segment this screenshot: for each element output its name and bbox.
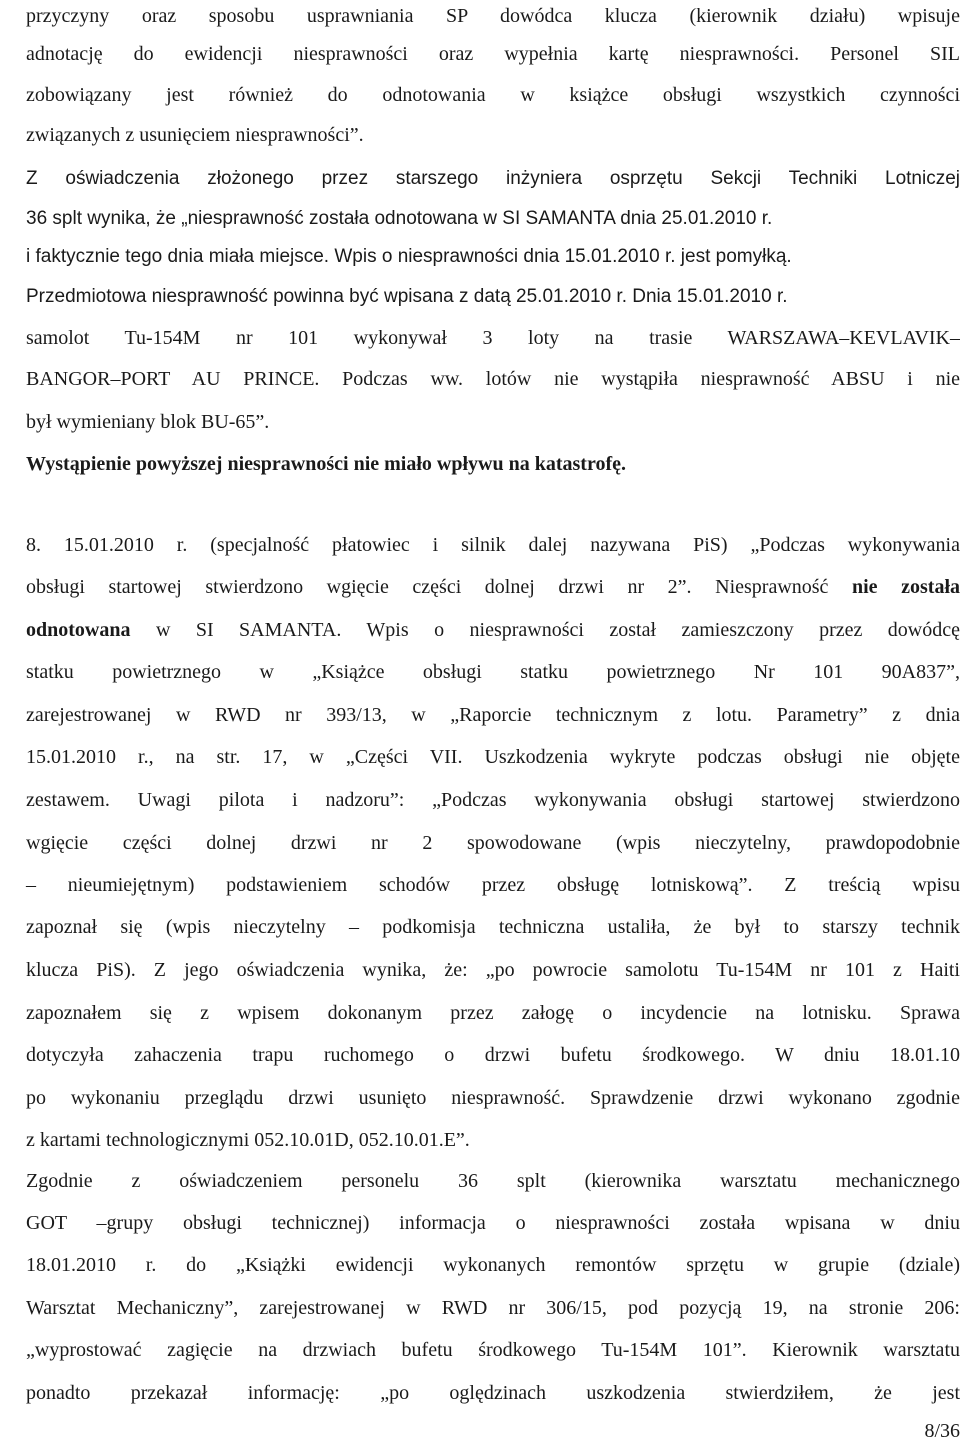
- text-line: przyczyny oraz sposobu usprawniania SP dowódca klucza (kierownik działu) wpisuje: [26, 5, 960, 27]
- text-line: zapoznał się (wpis nieczytelny – podkomisja techniczna ustaliła, że był to starszy technik: [26, 916, 960, 938]
- text-line: samolot Tu-154M nr 101 wykonywał 3 loty na trasie WARSZAWA–KEVLAVIK–: [26, 327, 960, 349]
- text-line: zarejestrowanej w RWD nr 393/13, w „Raporcie technicznym z lotu. Parametry” z dnia: [26, 704, 960, 726]
- text-line: Warsztat Mechaniczny”, zarejestrowanej w RWD nr 306/15, pod pozycją 19, na stronie 206:: [26, 1297, 960, 1319]
- text-line: klucza PiS). Z jego oświadczenia wynika, że: „po powrocie samolotu Tu-154M nr 101 z Haiti: [26, 959, 960, 981]
- text-line: i faktycznie tego dnia miała miejsce. Wpis o niesprawności dnia 15.01.2010 r. jest pomyłką.: [26, 246, 792, 267]
- text-line: zapoznałem się z wpisem dokonanym przez załogę o incydencie na lotnisku. Sprawa: [26, 1002, 960, 1024]
- text-line: był wymieniany blok BU-65”.: [26, 411, 270, 433]
- text-line: adnotację do ewidencji niesprawności oraz wypełnia kartę niesprawności. Personel SIL: [26, 43, 960, 65]
- text-line: [26, 574, 960, 600]
- text-line: „wyprostować zagięcie na drzwiach bufetu środkowego Tu-154M 101”. Kierownik warsztatu: [26, 1339, 960, 1361]
- text-line: Przedmiotowa niesprawność powinna być wpisana z datą 25.01.2010 r. Dnia 15.01.2010 r.: [26, 286, 788, 307]
- page-number: 8/36: [924, 1420, 960, 1442]
- text-span: w SI SAMANTA. Wpis o niesprawności został zamieszczony przez dowódcę: [155, 619, 960, 641]
- text-line: związanych z usunięciem niesprawności”.: [26, 124, 364, 146]
- bold-span: odnotowana: [26, 619, 131, 641]
- text-line: dotyczyła zahaczenia trapu ruchomego o drzwi bufetu środkowego. W dniu 18.01.10: [26, 1044, 960, 1066]
- text-line: 8. 15.01.2010 r. (specjalność płatowiec i silnik dalej nazywana PiS) „Podczas wykonywania: [26, 534, 960, 556]
- text-line: po wykonaniu przeglądu drzwi usunięto niesprawność. Sprawdzenie drzwi wykonano zgodnie: [26, 1087, 960, 1109]
- text-line: BANGOR–PORT AU PRINCE. Podczas ww. lotów nie wystąpiła niesprawność ABSU i nie: [26, 368, 960, 390]
- text-line: Zgodnie z oświadczeniem personelu 36 splt (kierownika warsztatu mechanicznego: [26, 1170, 960, 1192]
- text-line: zobowiązany jest również do odnotowania w książce obsługi wszystkich czynności: [26, 84, 960, 106]
- text-line: 15.01.2010 r., na str. 17, w „Części VII. Uszkodzenia wykryte podczas obsługi nie objęte: [26, 746, 960, 768]
- text-line: GOT –grupy obsługi technicznej) informacja o niesprawności została wpisana w dniu: [26, 1212, 960, 1234]
- text-line: – nieumiejętnym) podstawieniem schodów przez obsługę lotniskową”. Z treścią wpisu: [26, 874, 960, 896]
- text-line: zestawem. Uwagi pilota i nadzoru”: „Podczas wykonywania obsługi startowej stwierdzono: [26, 789, 960, 811]
- text-line: wgięcie części dolnej drzwi nr 2 spowodowane (wpis nieczytelny, prawdopodobnie: [26, 832, 960, 854]
- text-line: 18.01.2010 r. do „Książki ewidencji wykonanych remontów sprzętu w grupie (dziale): [26, 1254, 960, 1276]
- text-line: Z oświadczenia złożonego przez starszego inżyniera osprzętu Sekcji Techniki Lotniczej: [26, 168, 960, 189]
- text-line: statku powietrznego w „Książce obsługi statku powietrznego Nr 101 90A837”,: [26, 661, 960, 683]
- text-span: obsługi startowej stwierdzono wgięcie części dolnej drzwi nr 2”. Niesprawność: [26, 576, 829, 598]
- text-line: ponadto przekazał informację: „po oględzinach uszkodzenia stwierdziłem, że jest: [26, 1382, 960, 1404]
- text-line: [26, 617, 960, 643]
- text-line: z kartami technologicznymi 052.10.01D, 052.10.01.E”.: [26, 1129, 470, 1151]
- text-line: 36 splt wynika, że „niesprawność została odnotowana w SI SAMANTA dnia 25.01.2010 r.: [26, 208, 773, 229]
- conclusion-text: Wystąpienie powyższej niesprawności nie miało wpływu na katastrofę.: [26, 453, 626, 475]
- bold-span: nie została: [852, 576, 960, 598]
